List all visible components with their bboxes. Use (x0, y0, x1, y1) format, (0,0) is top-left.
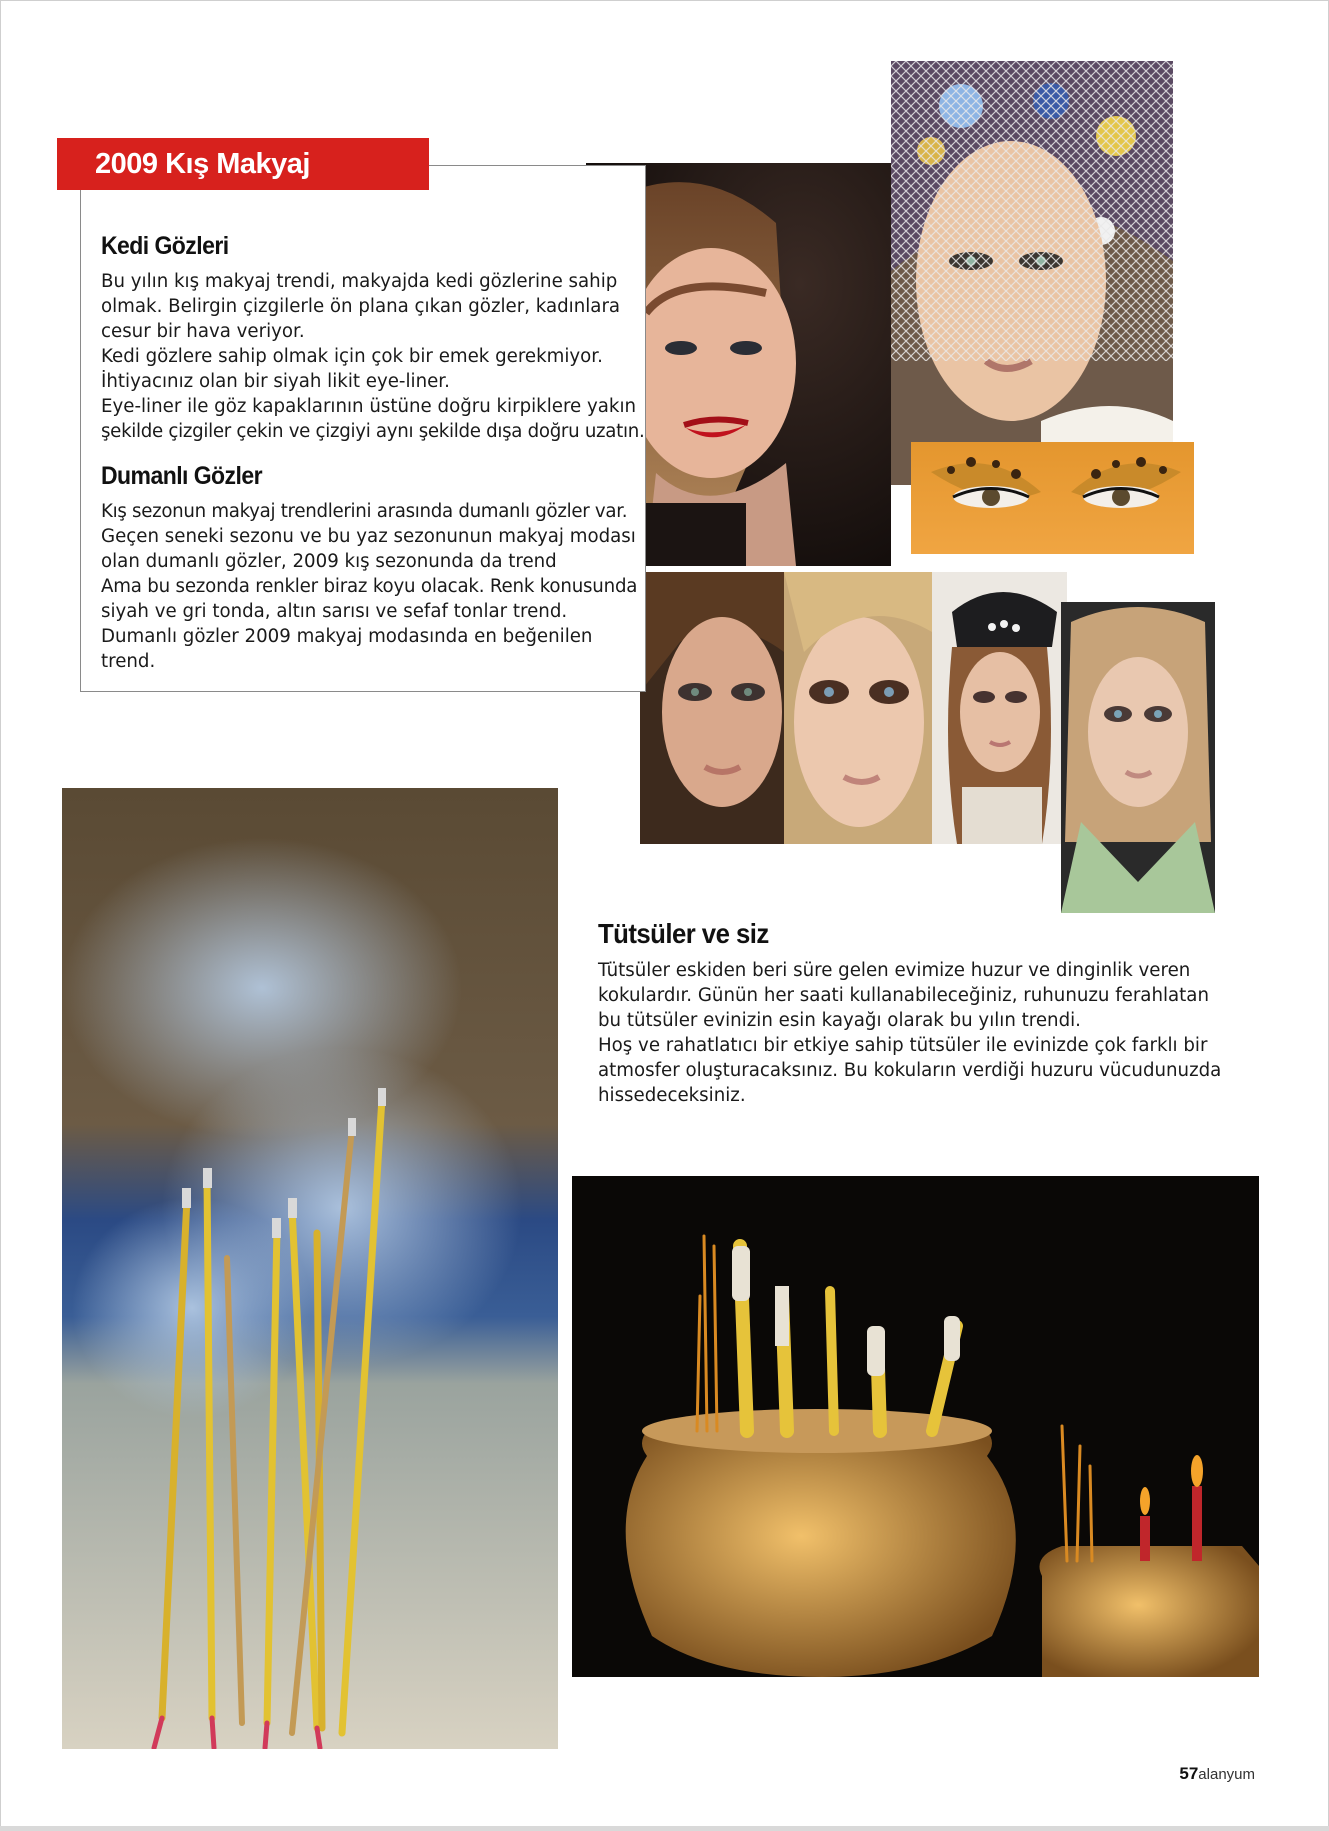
paragraph-line: Dumanlı gözler 2009 makyaj modasında en beğenilen (101, 626, 593, 647)
photo-smoky-eyes-4 (1061, 602, 1215, 913)
photo-leopard-eye-makeup (911, 442, 1194, 554)
paragraph-line: olmak. Belirgin çizgilerle ön plana çıkan gözler, kadınlara (101, 296, 621, 317)
paragraph-line: Ama bu sezonda renkler biraz koyu olacak. Renk konusunda (101, 576, 638, 597)
photo-incense-sticks-sand (62, 788, 558, 1749)
page-title: 2009 Kış Makyaj Trendleri (57, 138, 429, 190)
section-title-tutsu: Tütsüler ve siz (598, 918, 769, 949)
photo-woman-net-veil (891, 61, 1173, 485)
paragraph-line: bu tütsüler evinizin esin kayağı olarak bu yılın trendi. (598, 1010, 1081, 1031)
paragraph-line: Hoş ve rahatlatıcı bir etkiye sahip tütsüler ile evinizde çok farklı bir (598, 1035, 1208, 1056)
page-number: 57 (1179, 1764, 1199, 1783)
photo-smoky-eyes-1 (640, 572, 784, 844)
paragraph-line: olan dumanlı gözler, 2009 kış sezonunda da trend (101, 551, 557, 572)
paragraph-line: siyah ve gri tonda, altın sarısı ve sefaf tonlar trend. (101, 601, 568, 622)
paragraph-line: Eye-liner ile göz kapaklarının üstüne doğru kirpiklere yakın (101, 396, 637, 417)
section-tutsu (598, 918, 1278, 1108)
paragraph-line: şekilde çizgiler çekin ve çizgiyi aynı şekilde dışa doğru uzatın. (101, 421, 645, 442)
paragraph-line: Kış sezonun makyaj trendlerini arasında dumanlı gözler var. (101, 501, 628, 522)
paragraph-line: Bu yılın kış makyaj trendi, makyajda kedi gözlerine sahip (101, 271, 618, 292)
article-content (101, 232, 646, 674)
paragraph-line: Kedi gözlere sahip olmak için çok bir emek gerekmiyor. (101, 346, 603, 367)
paragraph-line: Tütsüler eskiden beri süre gelen evimize huzur ve dinginlik veren (598, 960, 1191, 981)
section-body-dumanli (101, 499, 646, 674)
bottom-strip (0, 1826, 1329, 1831)
paragraph-line: İhtiyacınız olan bir siyah likit eye-liner. (101, 371, 450, 392)
paragraph-line: kokulardır. Günün her saati kullanabileceğiniz, ruhunuzu ferahlatan (598, 985, 1209, 1006)
paragraph-line: atmosfer oluşturacaksınız. Bu kokuların verdiği huzuru vücudunuzda (598, 1060, 1222, 1081)
paragraph-line: cesur bir hava veriyor. (101, 321, 305, 342)
page-footer (1179, 1764, 1255, 1784)
paragraph-line: hissedeceksiniz. (598, 1085, 746, 1106)
paragraph-line: Geçen seneki sezonu ve bu yaz sezonunun makyaj modası (101, 526, 636, 547)
photo-smoky-eyes-2 (784, 572, 932, 844)
magazine-name: alanyum (1198, 1766, 1255, 1783)
section-title-kedi: Kedi Gözleri (101, 232, 229, 260)
photo-incense-pots (572, 1176, 1259, 1677)
photo-smoky-eyes-3 (932, 572, 1067, 844)
section-title-dumanli: Dumanlı Gözler (101, 462, 262, 490)
paragraph-line: trend. (101, 651, 156, 672)
section-body-kedi (101, 269, 646, 444)
